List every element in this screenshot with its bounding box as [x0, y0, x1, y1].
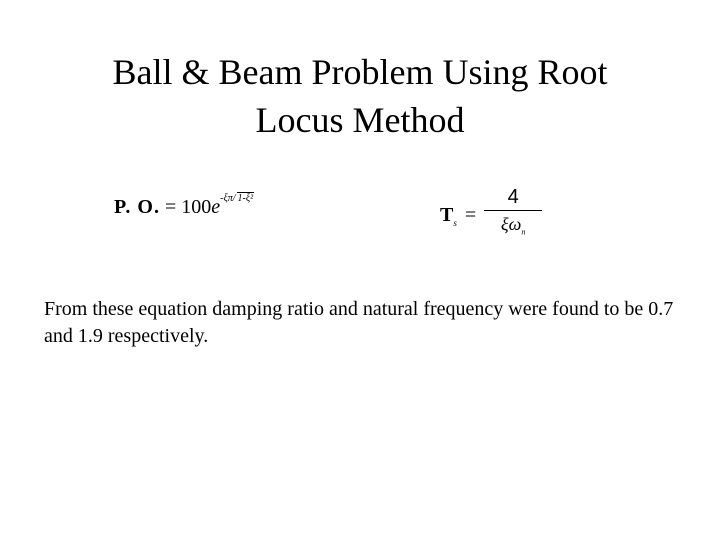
- ts-denominator: [501, 211, 525, 246]
- po-equals: =: [164, 196, 177, 218]
- po-exponential-base: e: [211, 196, 221, 218]
- ts-label-sub: s: [453, 217, 457, 228]
- po-label: P. O.: [114, 196, 160, 218]
- po-exponent-sqrt: 1-ξ²: [237, 193, 254, 205]
- ts-equals: =: [464, 204, 477, 227]
- ts-label-main: T: [440, 203, 454, 226]
- ts-label: [440, 204, 457, 228]
- body-text: From these equation damping ratio and natural frequency were found to be 0.7 and 1.9 respectively.: [44, 298, 674, 347]
- slide-title-line-2: Locus Method: [255, 100, 465, 140]
- po-exponent: [220, 193, 254, 204]
- slide-title-line-1: Ball & Beam Problem Using Root: [112, 52, 608, 92]
- settling-time-equation: [440, 186, 542, 246]
- ts-denominator-main: ξω: [500, 214, 522, 234]
- po-coefficient: 100: [181, 196, 212, 218]
- ts-fraction: [484, 186, 542, 246]
- ts-denominator-sub: n: [521, 227, 526, 237]
- slide-title: [40, 48, 680, 144]
- ts-numerator: 4: [507, 186, 519, 208]
- po-exponent-prefix: -ξπ/: [220, 193, 236, 205]
- percent-overshoot-equation: [114, 193, 254, 219]
